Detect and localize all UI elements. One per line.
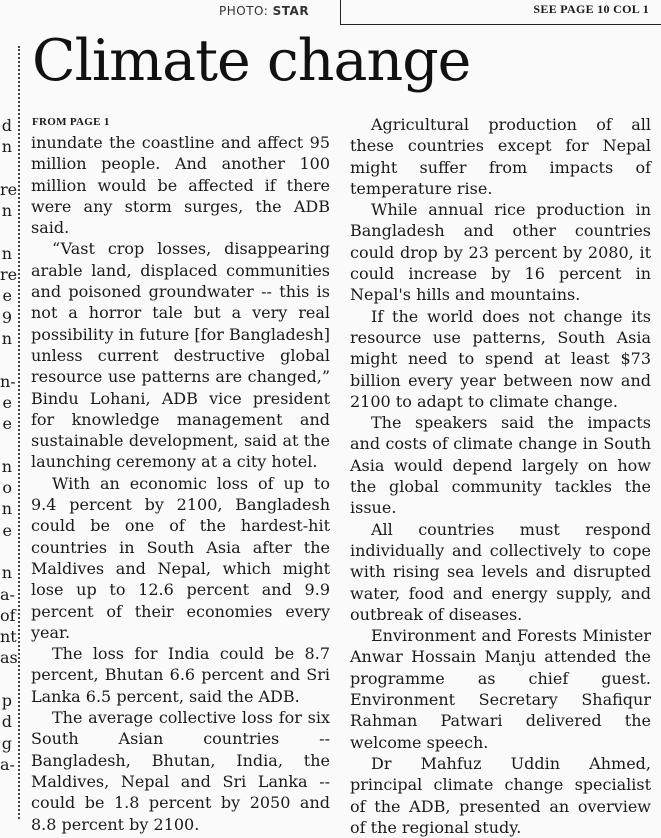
paragraph: With an economic loss of up to 9.4 percent by 2100, Bangladesh could be one of the hardest-hit countries in South Asia after the Maldives and Nepal, which might lose up to 12.6 percent and 9.9 percent of their economies every year. xyxy=(31,473,330,642)
paragraph: Environment and Forests Minister Anwar Hossain Manju attended the programme as chief guest. Environment Secretary Shafiqur Rahman Patwari delivered the welcome speech. xyxy=(350,626,651,752)
article-column-left xyxy=(31,132,330,835)
fragment-line: d xyxy=(1,712,12,732)
paragraph: “Vast crop losses, disappearing arable land, displaced communities and poisoned groundwater -- this is not a horror tale but a very real possibility in future [for Bangladesh] unless current destructive global resource use patterns are changed,” Bindu Lohani, ADB vice president for knowledge management and sustainable development, said at the launching ceremony at a city hotel. xyxy=(31,239,330,472)
fragment-line xyxy=(0,669,12,690)
paragraph: The average collective loss for six South Asian countries -- Bangladesh, Bhutan, India, the Maldives, Nepal and Sri Lanka -- could be 1.8 percent by 2050 and 8.8 percent by 2100. xyxy=(31,708,330,834)
adjacent-article-fragment xyxy=(0,115,18,775)
fragment-line: n xyxy=(1,499,12,519)
fragment-line xyxy=(0,349,12,370)
paragraph: inundate the coastline and affect 95 million people. And another 100 million would be affected if there were any storm surges, the ADB said. xyxy=(31,133,330,238)
jump-reference-box xyxy=(340,0,661,25)
article-column-right xyxy=(350,114,651,838)
fragment-line xyxy=(0,158,12,179)
fragment-line: nt xyxy=(0,627,17,647)
fragment-line: n- xyxy=(0,371,16,391)
paragraph: If the world does not change its resource use patterns, South Asia might need to spend at least $73 billion every year between now and 2100 to adapt to climate change. xyxy=(350,306,651,411)
paragraph: The loss for India could be 8.7 percent, Bhutan 6.6 percent and Sri Lanka 6.5 percent, said the ADB. xyxy=(31,644,330,706)
paragraph: Agricultural production of all these countries except for Nepal might suffer from impacts of temperature rise. xyxy=(350,115,651,198)
fragment-line: g xyxy=(1,733,12,753)
fragment-line: as xyxy=(0,648,18,668)
paragraph: Dr Mahfuz Uddin Ahmed, principal climate change specialist of the ADB, presented an overview of the regional study. xyxy=(350,753,651,837)
fragment-line xyxy=(0,541,12,562)
paragraph: All countries must respond individually and collectively to cope with rising sea levels and disrupted water, food and energy supply, and outbreak of diseases. xyxy=(350,519,651,624)
fragment-line: re xyxy=(0,179,18,199)
fragment-line: n xyxy=(1,456,12,476)
photo-credit xyxy=(219,4,309,18)
photo-credit-source: STAR xyxy=(272,4,310,18)
fragment-line: a- xyxy=(0,584,15,604)
fragment-line xyxy=(0,221,12,242)
fragment-line: d xyxy=(1,116,12,135)
fragment-line: p xyxy=(1,691,12,711)
fragment-line: of xyxy=(0,605,16,625)
jump-from-label: FROM PAGE 1 xyxy=(32,116,110,128)
fragment-line: e xyxy=(2,392,12,412)
fragment-line: a- xyxy=(0,754,15,774)
fragment-line: e xyxy=(2,286,12,306)
fragment-line: n xyxy=(1,328,12,348)
paragraph: The speakers said the impacts and costs of climate change in South Asia would depend largely on how the global community tackles the issue. xyxy=(350,413,651,518)
fragment-line: n xyxy=(1,201,12,221)
fragment-line: o xyxy=(2,478,12,498)
fragment-line: n xyxy=(1,563,12,583)
fragment-line xyxy=(0,434,12,455)
fragment-line: re xyxy=(0,265,18,285)
fragment-line: e xyxy=(2,520,12,540)
fragment-line: n xyxy=(1,137,12,157)
headline: Climate change xyxy=(32,28,471,94)
photo-credit-label: PHOTO: xyxy=(219,4,269,18)
fragment-line: 9 xyxy=(1,307,12,327)
jump-reference: SEE PAGE 10 COL 1 xyxy=(533,2,649,16)
fragment-line: e xyxy=(2,414,12,434)
paragraph: While annual rice production in Bangladesh and other countries could drop by 23 percent by 2080, it could increase by 16 percent in Nepal's hills and mountains. xyxy=(350,200,651,305)
fragment-line: n xyxy=(1,243,12,263)
column-divider xyxy=(18,46,20,819)
